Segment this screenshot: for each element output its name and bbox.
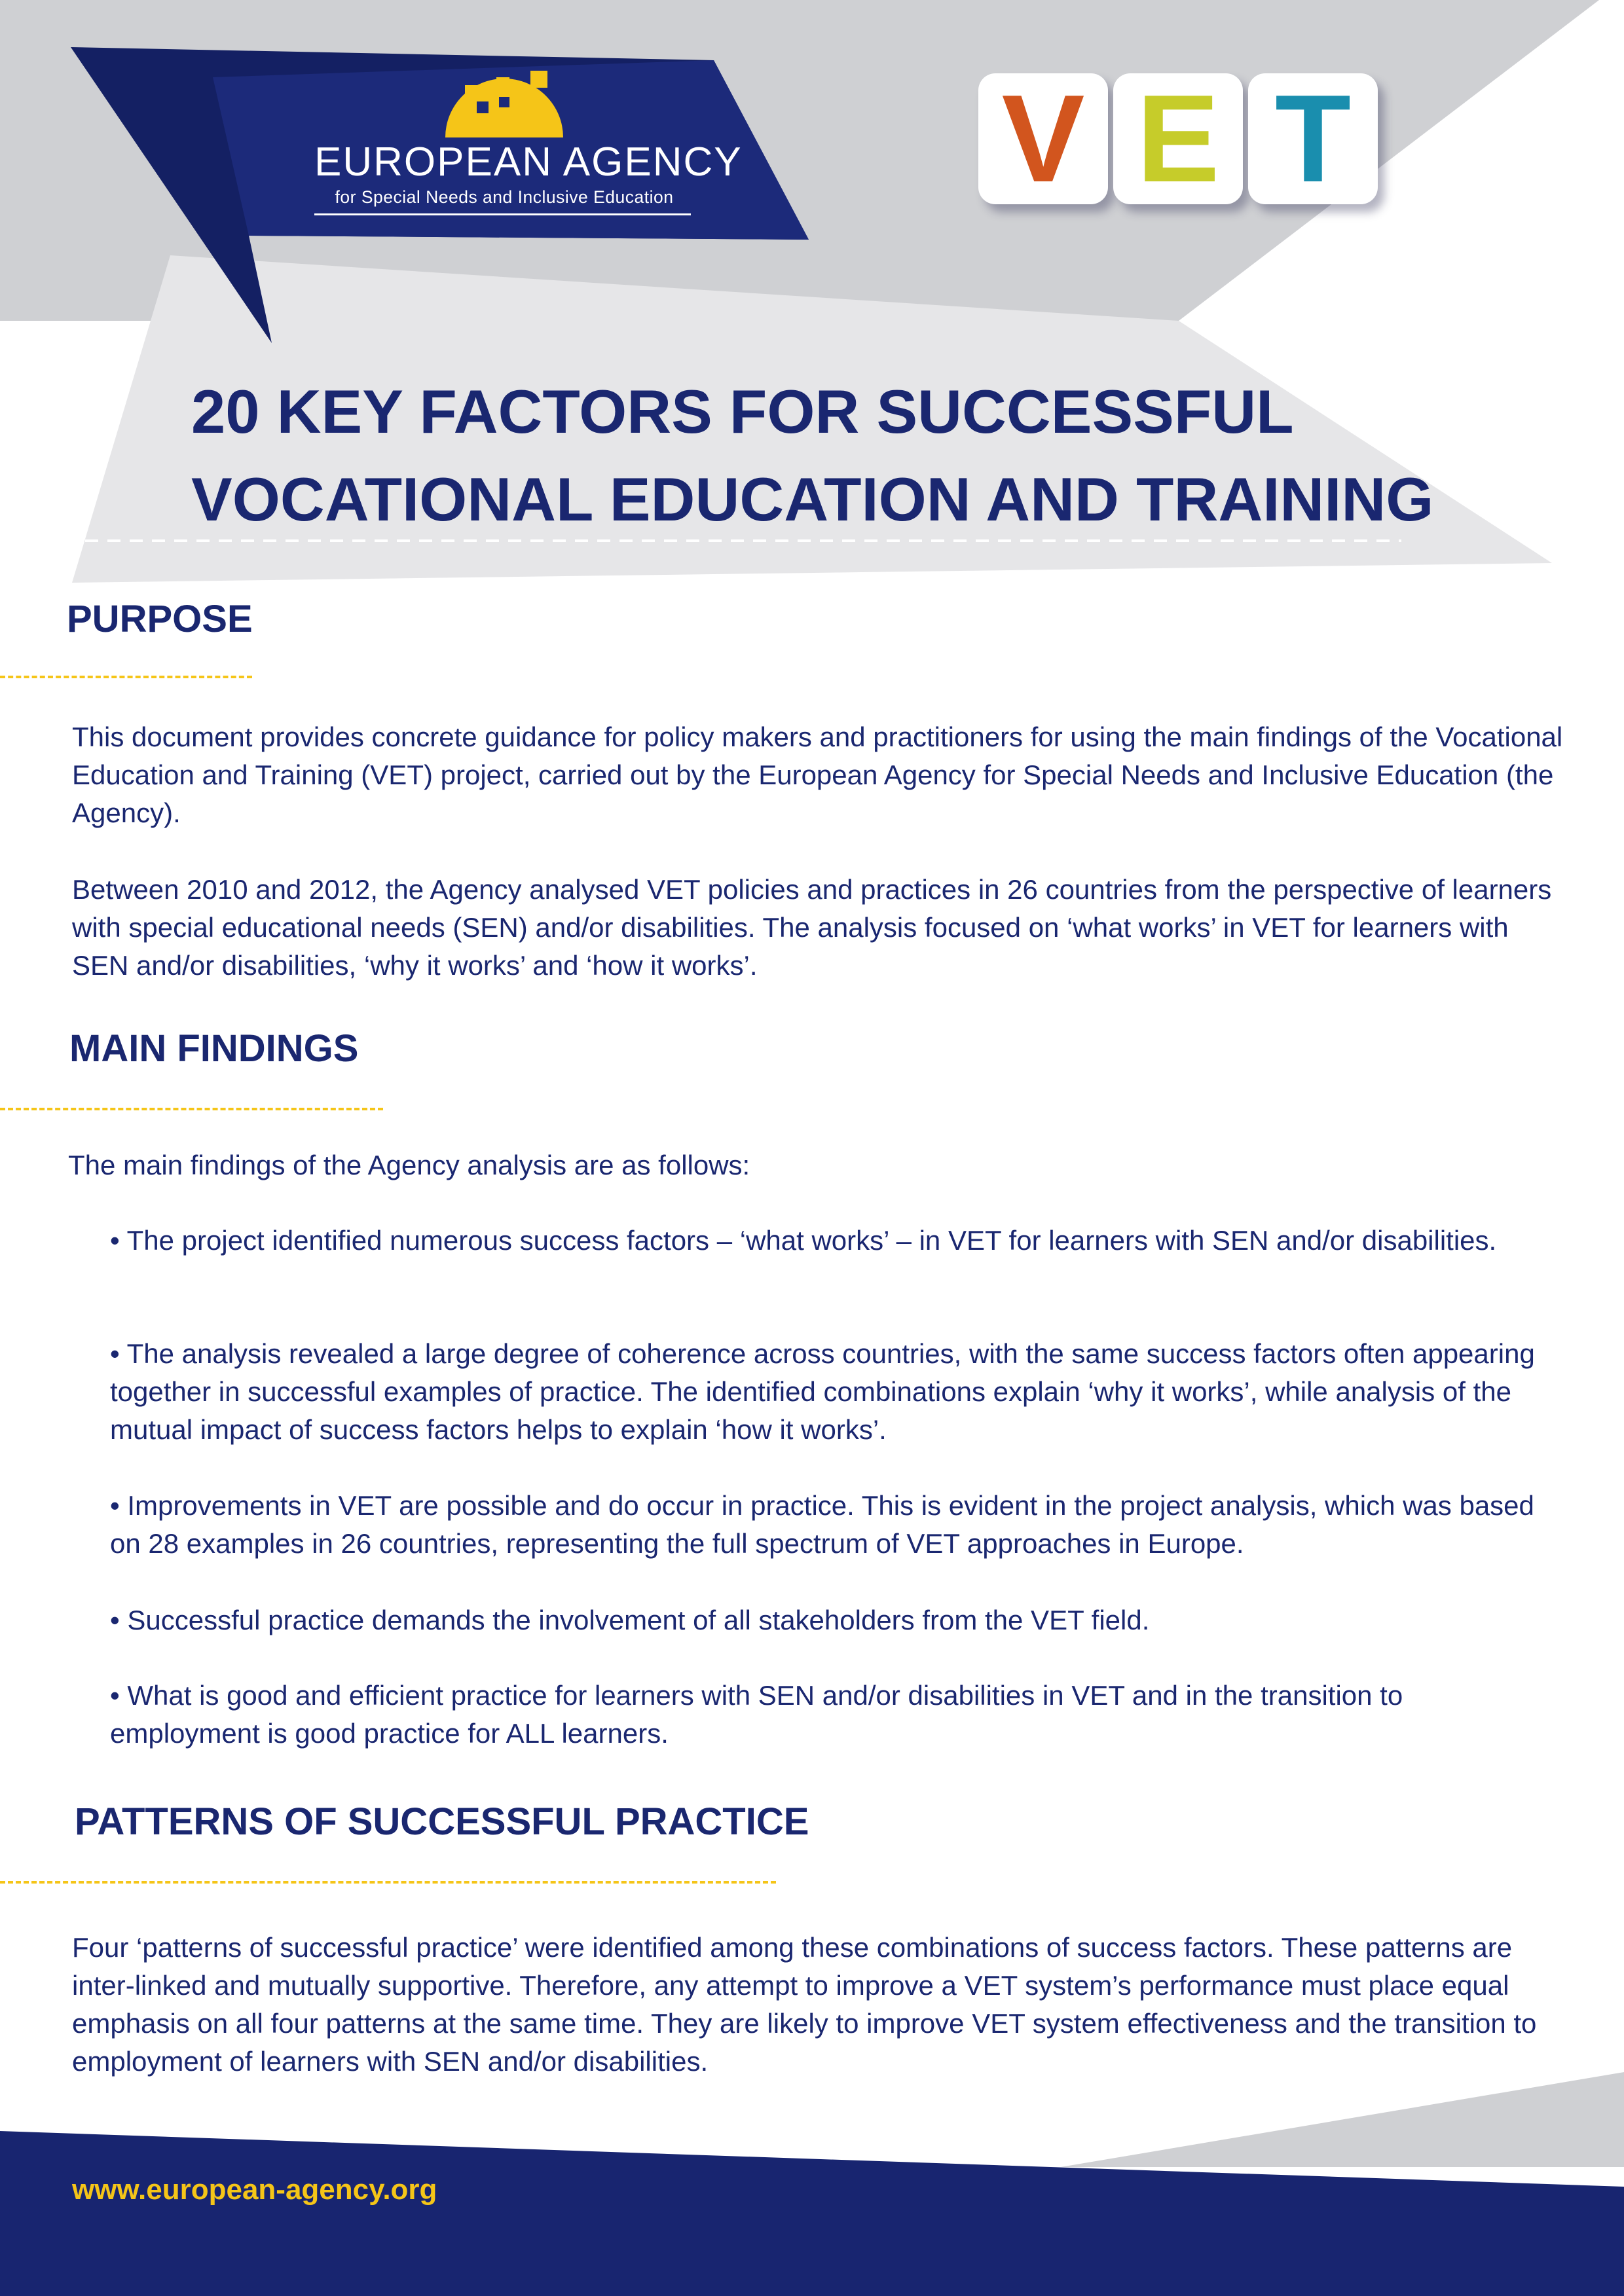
finding-bullet-3: • Improvements in VET are possible and do occur in practice. This is evident in the project analysis, which was based on 28 examples in 26 countries, representing the full spectrum of VET approaches in Europe. (110, 1490, 1534, 1559)
finding-bullet-2: • The analysis revealed a large degree of coherence across countries, with the same success factors often appearing together in successful examples of practice. The identified combinations explain ‘why it works’, while analysis of the mutual impact of success factors helps to explain ‘how it works’. (110, 1338, 1535, 1445)
title-line-2: VOCATIONAL EDUCATION AND TRAINING (191, 465, 1434, 534)
vet-tile-t: T (1248, 73, 1378, 204)
agency-name: EUROPEAN AGENCY (314, 139, 743, 185)
finding-bullet-5: • What is good and efficient practice for learners with SEN and/or disabilities in VET and in the transition to employment is good practice for ALL learners. (110, 1680, 1403, 1749)
agency-subtitle: for Special Needs and Inclusive Education (335, 187, 674, 207)
agency-logo-dome-icon (439, 65, 570, 141)
main-findings-intro: The main findings of the Agency analysis are as follows: (68, 1150, 750, 1180)
purpose-paragraph-1: This document provides concrete guidance for policy makers and practitioners for using the main findings of the Vocational Education and Training (VET) project, carried out by the European Agency for Special Needs and Inclusive Education (the Agency). (72, 721, 1563, 828)
footer-website-link[interactable]: www.european-agency.org (72, 2174, 437, 2206)
purpose-heading: PURPOSE (67, 598, 253, 640)
patterns-divider (0, 1881, 776, 1884)
main-findings-divider (0, 1108, 383, 1110)
finding-bullet-4: • Successful practice demands the involvement of all stakeholders from the VET field. (110, 1605, 1150, 1635)
finding-bullet-1: • The project identified numerous success factors – ‘what works’ – in VET for learners with SEN and/or disabilities. (110, 1225, 1497, 1256)
main-findings-heading: MAIN FINDINGS (69, 1027, 359, 1070)
title-line-1: 20 KEY FACTORS FOR SUCCESSFUL (191, 377, 1294, 446)
purpose-paragraph-2: Between 2010 and 2012, the Agency analysed VET policies and practices in 26 countries from the perspective of learners with special educational needs (SEN) and/or disabilities. The analysis focused on ‘what works’ in VET for learners with SEN and/or disabilities, ‘why it works’ and ‘how it works’. (72, 874, 1552, 981)
patterns-heading: PATTERNS OF SUCCESSFUL PRACTICE (75, 1800, 809, 1843)
purpose-divider (0, 676, 252, 678)
vet-tile-v: V (978, 73, 1108, 204)
patterns-paragraph: Four ‘patterns of successful practice’ were identified among these combinations of success factors. These patterns are inter-linked and mutually supportive. Therefore, any attempt to improve a VET system’s performance must place equal emphasis on all four patterns at the same time. They are likely to improve VET system effectiveness and the transition to employment of learners with SEN and/or disabilities. (72, 1932, 1537, 2077)
page-title (191, 368, 1501, 543)
vet-tile-e: E (1113, 73, 1243, 204)
agency-divider (314, 213, 691, 215)
